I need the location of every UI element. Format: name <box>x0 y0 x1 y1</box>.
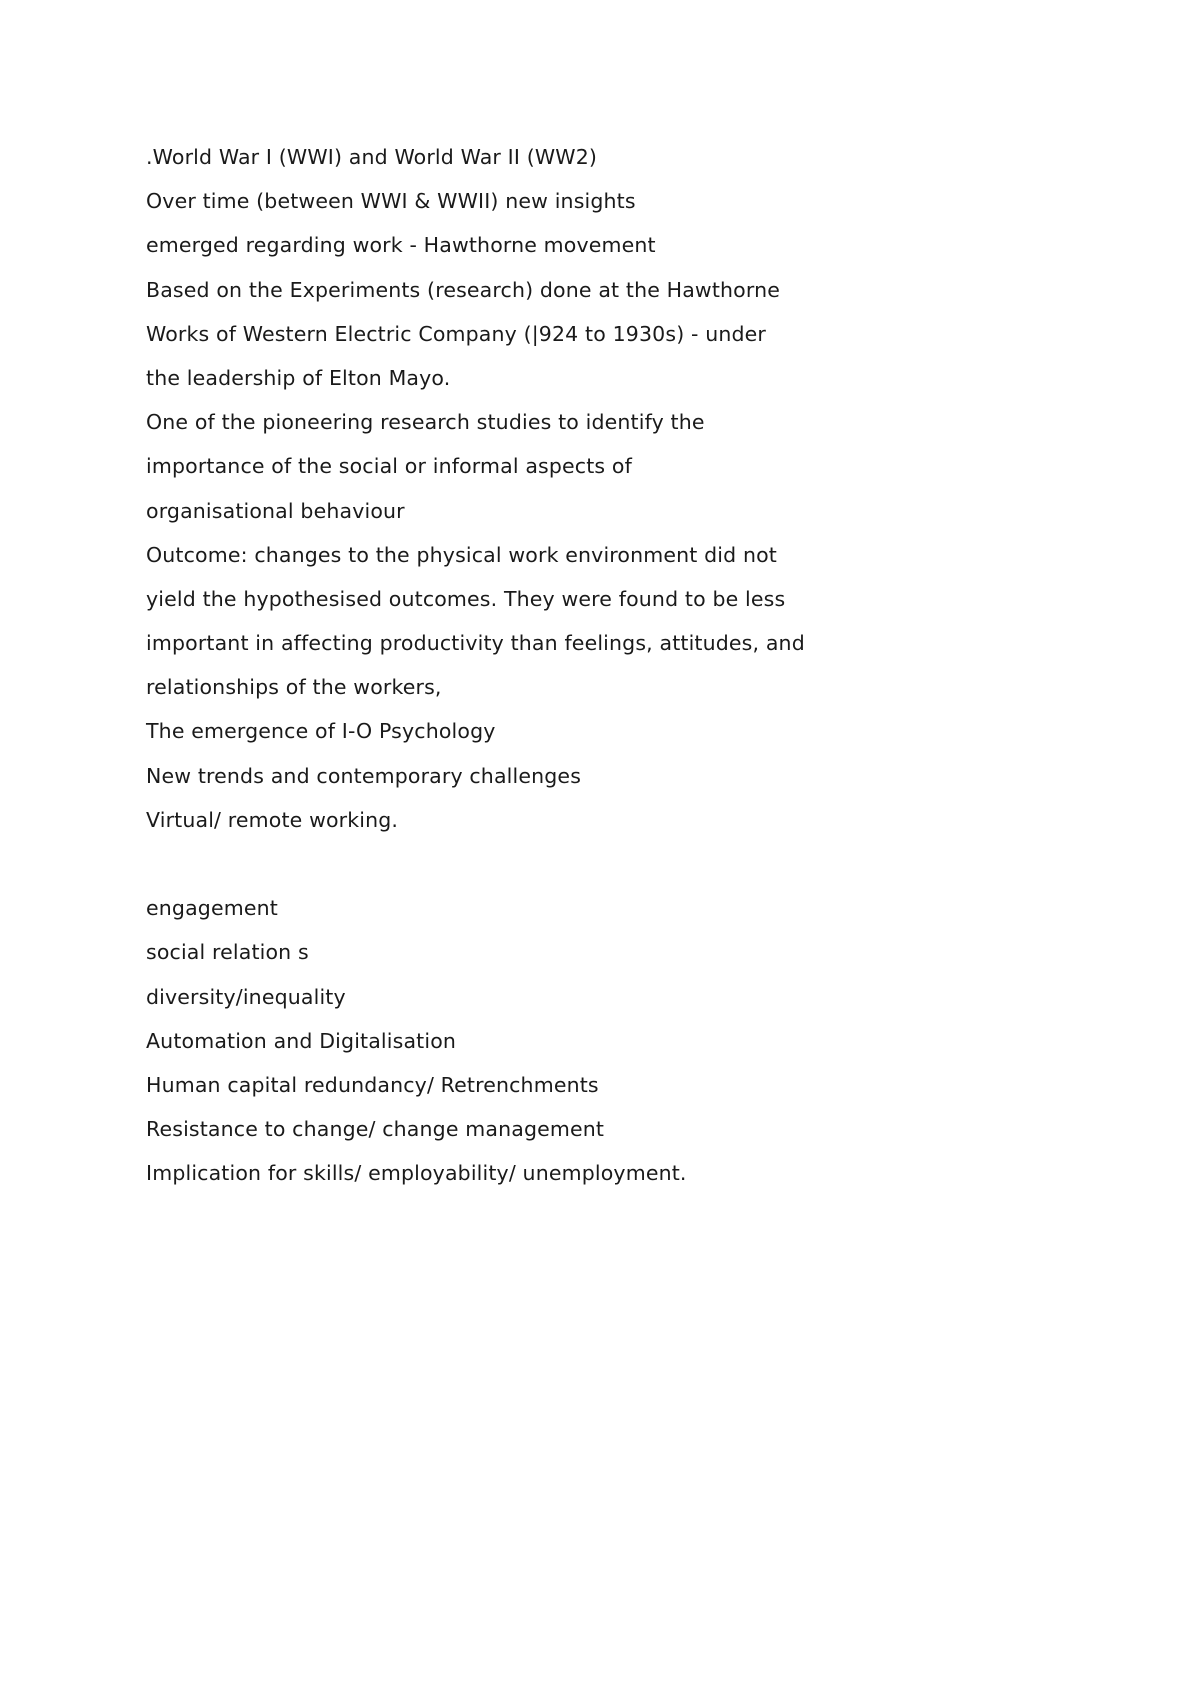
blank-line <box>146 849 1146 893</box>
text-line: social relation s <box>146 940 309 965</box>
text-line: yield the hypothesised outcomes. They were found to be less <box>146 586 786 611</box>
text-line: Virtual/ remote working. <box>146 807 399 832</box>
text-line: Works of Western Electric Company (|924 to 1930s) - under <box>146 321 767 346</box>
document-body <box>146 142 1146 1203</box>
text-line: One of the pioneering research studies to identify the <box>146 410 705 435</box>
text-line: Automation and Digitalisation <box>146 1028 457 1053</box>
text-line: relationships of the workers, <box>146 675 442 700</box>
text-line: the leadership of Elton Mayo. <box>146 365 451 390</box>
text-line: Based on the Experiments (research) done at the Hawthorne <box>146 277 780 302</box>
text-line: organisational behaviour <box>146 498 405 523</box>
text-line: engagement <box>146 896 278 921</box>
text-line: Human capital redundancy/ Retrenchments <box>146 1072 599 1097</box>
text-line: emerged regarding work - Hawthorne movement <box>146 233 656 258</box>
text-line: diversity/inequality <box>146 984 346 1009</box>
text-line: Implication for skills/ employability/ unemployment. <box>146 1161 687 1186</box>
text-line: New trends and contemporary challenges <box>146 763 582 788</box>
text-line: The emergence of I-O Psychology <box>146 719 496 744</box>
text-line: important in affecting productivity than feelings, attitudes, and <box>146 631 805 656</box>
text-line: Resistance to change/ change management <box>146 1117 605 1142</box>
text-line: .World War I (WWI) and World War II (WW2) <box>146 145 598 169</box>
text-line: Over time (between WWI & WWII) new insights <box>146 189 636 214</box>
text-line: importance of the social or informal aspects of <box>146 454 632 479</box>
text-line: Outcome: changes to the physical work environment did not <box>146 542 777 567</box>
